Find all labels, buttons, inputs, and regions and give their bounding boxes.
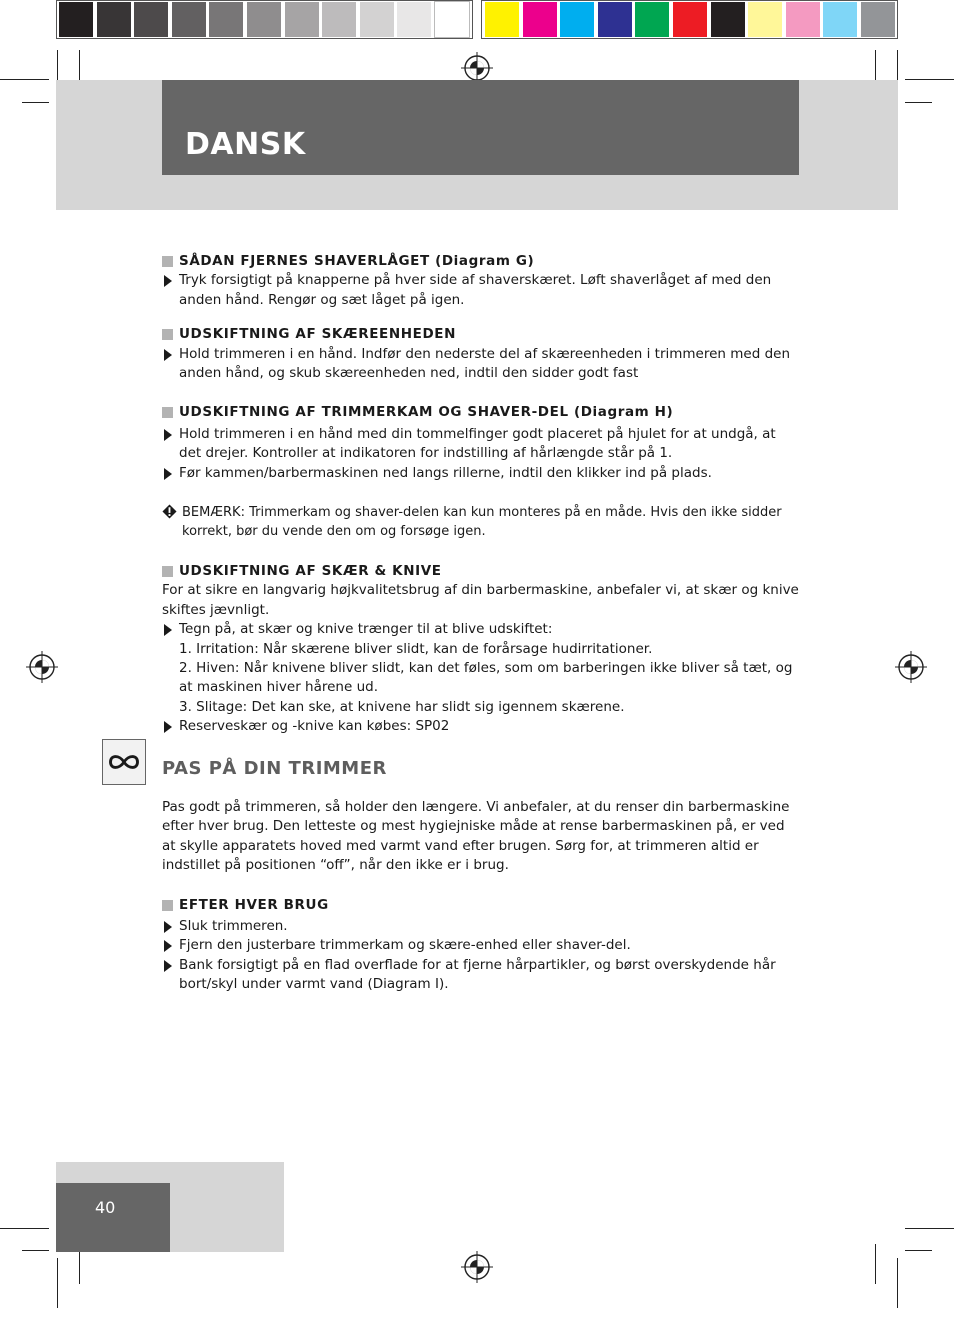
square-bullet-icon xyxy=(162,900,173,911)
section-heading: SÅDAN FJERNES SHAVERLÅGET (Diagram G) xyxy=(162,252,802,271)
list-item: Før kammen/barbermaskinen ned langs rillerne, indtil den klikker ind på plads. xyxy=(162,464,802,483)
page-number-box xyxy=(56,1183,170,1252)
color-swatch xyxy=(172,2,206,37)
color-swatch xyxy=(285,2,319,37)
color-swatch xyxy=(397,2,431,37)
color-swatch xyxy=(209,2,243,37)
list-item: Bank forsigtigt på en flad overflade for at fjerne hårpartikler, og børst overskydende hår bort/skyl under varmt vand (Diagram I). xyxy=(162,956,802,995)
triangle-bullet-icon xyxy=(164,960,172,972)
triangle-bullet-icon xyxy=(164,275,172,287)
crop-mark xyxy=(905,1250,932,1251)
registration-mark-icon xyxy=(26,651,58,683)
registration-mark-icon xyxy=(895,651,927,683)
color-swatch xyxy=(322,2,356,37)
color-swatch xyxy=(748,2,782,37)
triangle-bullet-icon xyxy=(164,721,172,733)
section-heading: UDSKIFTNING AF TRIMMERKAM OG SHAVER-DEL (Diagram H) xyxy=(162,403,802,422)
triangle-bullet-icon xyxy=(164,921,172,933)
infinity-icon xyxy=(102,739,146,785)
color-swatch xyxy=(635,2,669,37)
color-swatch xyxy=(523,2,557,37)
list-item: Sluk trimmeren. xyxy=(162,917,802,936)
triangle-bullet-icon xyxy=(164,468,172,480)
crop-mark xyxy=(0,1228,49,1229)
crop-mark xyxy=(905,1228,954,1229)
triangle-bullet-icon xyxy=(164,349,172,361)
list-item: Fjern den justerbare trimmerkam og skære-enhed eller shaver-del. xyxy=(162,936,802,955)
crop-mark xyxy=(875,50,876,80)
registration-mark-icon xyxy=(461,1251,493,1283)
section-heading: UDSKIFTNING AF SKÆREENHEDEN xyxy=(162,325,802,344)
section-heading: UDSKIFTNING AF SKÆR & KNIVE xyxy=(162,562,802,581)
crop-mark xyxy=(57,50,58,80)
color-swatch xyxy=(560,2,594,37)
paragraph: For at sikre en langvarig højkvalitetsbrug af din barbermaskine, anbefaler vi, at skær og knive skiftes jævnligt. xyxy=(162,582,799,618)
list-item: Reserveskær og -knive kan købes: SP02 xyxy=(162,717,802,736)
crop-mark xyxy=(905,79,954,80)
square-bullet-icon xyxy=(162,407,173,418)
color-swatch xyxy=(598,2,632,37)
color-swatch xyxy=(823,2,857,37)
triangle-bullet-icon xyxy=(164,429,172,441)
sub-list-item: 3. Slitage: Det kan ske, at knivene har slidt sig igennem skærene. xyxy=(179,698,625,715)
list-item: Hold trimmeren i en hånd med din tommelfinger godt placeret på hjulet for at undgå, at det drejer. Kontroller at indikatoren for indstilling af hårlængde står på 1. xyxy=(162,425,802,464)
color-swatch xyxy=(360,2,394,37)
square-bullet-icon xyxy=(162,256,173,267)
square-bullet-icon xyxy=(162,329,173,340)
color-swatch xyxy=(97,2,131,37)
crop-mark xyxy=(0,79,49,80)
main-content xyxy=(162,252,802,995)
crop-mark xyxy=(897,1258,898,1308)
section-title: PAS PÅ DIN TRIMMER xyxy=(162,757,387,779)
list-item: Tryk forsigtigt på knapperne på hver side af shaverskæret. Løft shaverlåget af med den anden hånd. Rengør og sæt låget på igen. xyxy=(162,271,802,310)
list-item: Tegn på, at skær og knive trænger til at blive udskiftet: xyxy=(162,620,802,639)
triangle-bullet-icon xyxy=(164,624,172,636)
square-bullet-icon xyxy=(162,566,173,577)
page-number: 40 xyxy=(95,1198,116,1217)
warning-icon xyxy=(162,504,177,519)
color-swatch xyxy=(786,2,820,37)
note: BEMÆRK: Trimmerkam og shaver-delen kan kun monteres på en måde. Hvis den ikke sidder korrekt, bør du vende den om og forsøge igen. xyxy=(162,503,802,542)
sub-list-item: 1. Irritation: Når skærene bliver slidt, kan de forårsage hudirritationer. xyxy=(179,640,653,657)
page-title: DANSK xyxy=(185,127,306,162)
crop-mark xyxy=(905,102,932,103)
section-heading: EFTER HVER BRUG xyxy=(162,896,802,915)
crop-mark xyxy=(897,50,898,80)
list-item: Hold trimmeren i en hånd. Indfør den nederste del af skæreenheden i trimmeren med den anden hånd, og skub skæreenheden ned, indtil den sidder godt fast xyxy=(162,345,802,384)
color-swatch xyxy=(59,2,93,37)
crop-mark xyxy=(22,102,49,103)
color-swatch xyxy=(861,2,895,37)
color-swatch xyxy=(247,2,281,37)
sub-list-item: 2. Hiven: Når knivene bliver slidt, kan det føles, som om barberingen ikke bliver så tæt, og at maskinen hiver hårene ud. xyxy=(179,659,793,696)
triangle-bullet-icon xyxy=(164,940,172,952)
color-swatch xyxy=(485,2,519,37)
color-swatch xyxy=(435,2,469,37)
color-swatch xyxy=(673,2,707,37)
crop-mark xyxy=(875,1244,876,1284)
color-swatch xyxy=(711,2,745,37)
crop-mark xyxy=(79,50,80,80)
crop-mark xyxy=(22,1250,49,1251)
crop-mark xyxy=(57,1258,58,1308)
color-swatch xyxy=(134,2,168,37)
paragraph: Pas godt på trimmeren, så holder den længere. Vi anbefaler, at du renser din barbermaskine efter hver brug. Den letteste og mest hygiejniske måde at rense barbermaskinen på, er ved at skylle apparatets hoved med varmt vand efter brugen. Sørg for, at trimmeren altid er indstillet på positionen “off”, når den ikke er i brug. xyxy=(162,798,790,874)
